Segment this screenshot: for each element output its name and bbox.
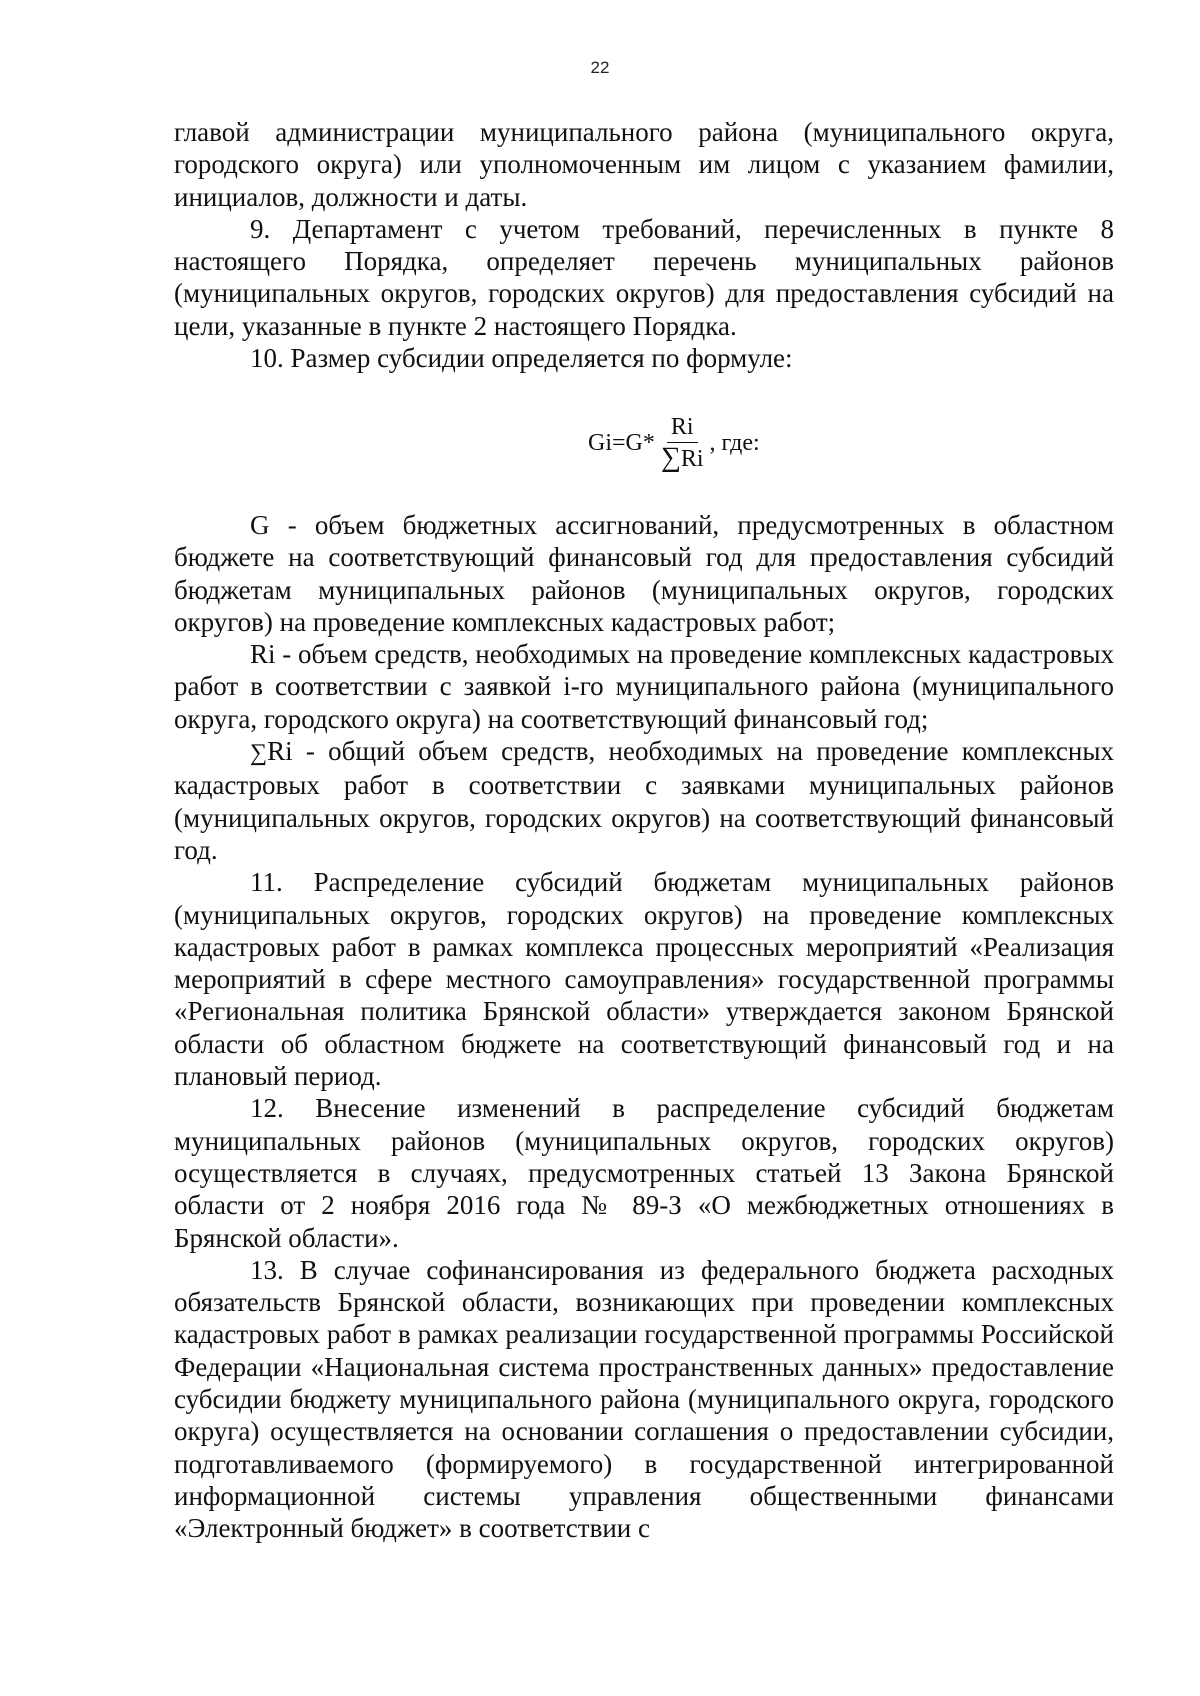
subsidy-formula: [588, 403, 760, 483]
paragraph-11: 11. Распределение субсидий бюджетам муниципальных районов (муниципальных округов, городских округов) на проведение комплексных кадастровых работ в рамках комплекса процессных мероприятий «Реализация мероприятий в сфере местного самоуправления» государственной программы «Региональная политика Брянской области» утверждается законом Брянской области об областном бюджете на соответствующий финансовый год и на плановый период.: [174, 867, 1114, 1092]
formula-denominator: [657, 443, 708, 472]
sigma-symbol: ∑: [250, 740, 268, 767]
definition-text: - общий объем средств, необходимых на проведение комплексных кадастровых работ в соответствии с заявками муниципальных районов (муниципальных округов, городских округов) на соответствующий финансовый год.: [174, 736, 1114, 865]
definition-text: - объем средств, необходимых на проведение комплексных кадастровых работ в соответствии с заявкой i-го муниципального района (муниципального округа, городского округа) на соответствующий финансовый год;: [174, 639, 1114, 734]
definition-ri: [174, 638, 1114, 735]
definition-sum-ri: [174, 735, 1114, 866]
sigma-symbol: ∑: [660, 442, 681, 473]
paragraph-10: 10. Размер субсидии определяется по формуле:: [250, 343, 793, 374]
formula-fraction: [657, 414, 708, 472]
formula-lhs: Gi=G*: [588, 429, 655, 456]
paragraph-continuation: главой администрации муниципального района (муниципального округа, городского округа) или уполномоченным им лицом с указанием фамилии, инициалов, должности и даты.: [174, 117, 1114, 212]
formula-numerator: Ri: [667, 414, 698, 443]
intro-text: [174, 116, 1114, 374]
definition-text: - объем бюджетных ассигнований, предусмотренных в областном бюджете на соответствующий финансовый год для предоставления субсидий бюджетам муниципальных районов (муниципальных округов, городских округов) на проведение комплексных кадастровых работ;: [174, 510, 1114, 637]
definition-symbol: G: [250, 510, 270, 540]
definition-symbol: Ri: [267, 736, 293, 767]
definitions-and-clauses: [174, 509, 1114, 1545]
definition-symbol: Ri: [250, 639, 276, 670]
formula-suffix: , где:: [709, 429, 760, 456]
page-number: 22: [590, 58, 610, 77]
definition-g: [174, 509, 1114, 638]
formula-denominator-term: Ri: [680, 446, 704, 472]
paragraph-9: 9. Департамент с учетом требований, перечисленных в пункте 8 настоящего Порядка, определяет перечень муниципальных районов (муниципальных округов, городских округов) для предоставления субсидий на цели, указанные в пункте 2 настоящего Порядка.: [174, 213, 1114, 341]
paragraph-13: 13. В случае софинансирования из федерального бюджета расходных обязательств Брянской области, возникающих при проведении комплексных кадастровых работ в рамках реализации государственной программы Российской Федерации «Национальная система пространственных данных» предоставление субсидии бюджету муниципального района (муниципального округа, городского округа) осуществляется на основании соглашения о предоставлении субсидии, подготавливаемого (формируемого) в государственной интегрированной информационной системы управления общественными финансами «Электронный бюджет» в соответствии с: [174, 1254, 1114, 1544]
paragraph-12: 12. Внесение изменений в распределение субсидий бюджетам муниципальных районов (муниципальных округов, городских округов) осуществляется в случаях, предусмотренных статьей 13 Закона Брянской области от 2 ноября 2016 года № 89-З «О межбюджетных отношениях в Брянской области».: [174, 1093, 1114, 1253]
